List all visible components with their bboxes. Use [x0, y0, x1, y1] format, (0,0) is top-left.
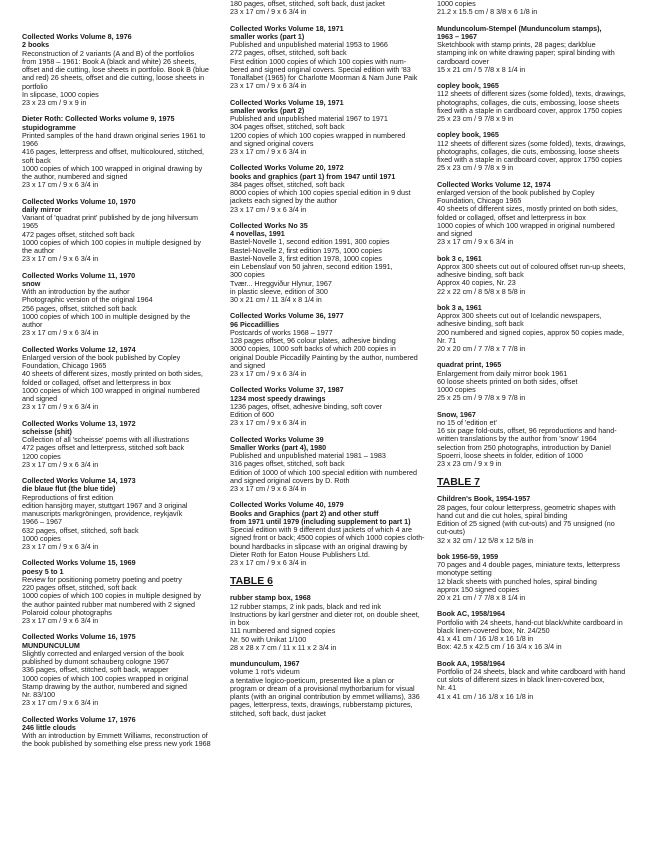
entry-title-line: Collected Works Volume 14, 1973: [22, 476, 136, 485]
entry-text-line: signed front or back; 4500 copies of which 1000 copies cloth-: [230, 533, 425, 543]
entry-text-line: from 1958 – 1961: Book A (black and white) 26 sheets,: [22, 56, 197, 66]
entry-text-line: 316 pages offset, stitched, soft back: [230, 459, 345, 469]
entry-text-line: 23 x 17 cm / 9 x 6 3/4 in: [230, 204, 307, 214]
entry-text-line: Special edition with 9 different dust jackets of which 4 are: [230, 525, 413, 534]
entry-title-line: books and graphics (part 1) from 1947 until 1971: [230, 171, 396, 181]
entry-text-line: 23 x 17 cm / 9 x 6 3/4 in: [22, 254, 99, 264]
entry-text-line: 416 pages, letterpress and offset, multicoloured, stitched,: [22, 147, 205, 157]
entry-text-line: Approx 300 sheets cut out of Icelandic newspapers,: [437, 311, 602, 320]
entry-text-line: Published and unpublished material 1981 – 1983: [230, 451, 386, 460]
entry-text-line: black linen-covered box, Nr. 24/250: [437, 625, 550, 635]
entry-text-line: Postcards of works 1968 – 1977: [230, 327, 333, 337]
entry-text-line: 1000 copies of which 100 wrapped in original numbered: [22, 385, 200, 395]
entry-text-line: the author, numbered and signed: [22, 172, 128, 181]
entry-text-line: edition hansjörg mayer, stuttgart 1967 and 3 original: [22, 500, 188, 510]
entry-text-line: volume 1 rot's videum: [230, 667, 300, 677]
entry-text-line: Foundation, Chicago 1965: [22, 361, 107, 370]
entry-text-line: 41 x 41 cm / 16 1/8 x 16 1/8 in: [437, 634, 534, 643]
entry-text-line: 1966 – 1967: [22, 517, 62, 527]
entry-text-line: monotype setting: [437, 568, 492, 578]
entry-text-line: Nr. 50 with Unikat 1/100: [230, 634, 307, 644]
entry-title-line: Collected Works Volume 8, 1976: [22, 32, 132, 41]
entry-text-line: Enlarged version of the book published by Copley: [22, 352, 181, 362]
entry-title-line: poesy 5 to 1: [22, 566, 64, 576]
section-heading: TABLE 7: [437, 476, 480, 489]
entry-text-line: 1000 copies of which 100 wrapped in original numbered: [437, 220, 615, 230]
entry-text-line: 472 pages offset and letterpress, stitched soft back: [22, 443, 185, 453]
entry-text-line: Foundation, Chicago 1965: [437, 196, 522, 205]
entry-text-line: 30 x 21 cm / 11 3/4 x 8 1/4 in: [230, 295, 322, 304]
entry-text-line: 23 x 17 cm / 9 x 6 3/4 in: [230, 81, 307, 91]
catalogue-entry: [230, 386, 426, 427]
entry-text-line: Photographic version of the original 1964: [22, 295, 153, 305]
entry-text-line: program or dream of a provisional mythorbarium for visual: [230, 683, 415, 693]
entry-text-line: enlarged version of the book published by Copley: [437, 187, 595, 197]
catalogue-entry: [22, 33, 218, 107]
entry-text-line: 1000 copies of which 100 copies in multiple designed by: [22, 591, 202, 601]
entry-text-line: 23 x 17 cm / 9 x 6 3/4 in: [230, 147, 307, 156]
entry-text-line: 200 numbered and signed copies, approx 50 copies made,: [437, 327, 625, 337]
entry-title-line: scheisse (shit): [22, 426, 72, 436]
entry-text-line: Edition of 600: [230, 410, 274, 419]
entry-text-line: 3000 copies, 1000 soft backs of which 200 copies in: [230, 344, 396, 354]
catalogue-entry: [437, 553, 633, 603]
catalogue-entry: [230, 0, 426, 17]
entry-title-line: Dieter Roth: Collected Works volume 9, 1975: [22, 114, 175, 124]
entry-text-line: published by dumont schauberg cologne 1967: [22, 657, 170, 666]
entry-text-line: adhesive binding, soft back: [437, 319, 524, 329]
entry-text-line: 111 numbered and signed copies: [230, 626, 336, 636]
catalogue-entry: [230, 660, 426, 718]
entry-title-line: 1963 – 1967: [437, 31, 477, 41]
entry-text-line: Published and unpublished material 1967 to 1971: [230, 114, 388, 123]
entry-text-line: 272 pages, offset, stitched, soft back: [230, 48, 347, 58]
entry-text-line: 23 x 17 cm / 9 x 6 3/4 in: [22, 328, 99, 338]
catalogue-entry: [230, 25, 426, 91]
entry-title-line: Collected Works Volume 17, 1976: [22, 714, 136, 724]
entry-title-line: Collected Works Volume 37, 1987: [230, 385, 344, 395]
entry-text-line: and signed: [230, 360, 266, 370]
entry-text-line: 16 six page fold-outs, offset, 96 reproductions and hand-: [437, 426, 617, 435]
column-left: [22, 33, 218, 757]
catalogue-entry: [230, 99, 426, 157]
entry-text-line: 180 pages, offset, stitched, soft back, dust jacket: [230, 0, 385, 8]
entry-text-line: photographs, collages, die cuts, embossing, loose sheets: [437, 97, 620, 107]
entry-text-line: adhesive binding, soft back: [437, 270, 524, 279]
column-right: [437, 0, 633, 709]
entry-text-line: selection from 250 photographs, introduction by Daniel: [437, 442, 611, 452]
entry-text-line: Sketchbook with stamp prints, 28 pages; darkblue: [437, 40, 596, 49]
entry-text-line: Tonalfabet (1965) for Charlotte Moorman & Nam June Paik: [230, 73, 418, 82]
entry-text-line: 384 pages offset, stitched, soft back: [230, 179, 345, 189]
entry-text-line: 112 sheets of different sizes (some folded), texts, drawings,: [437, 89, 626, 99]
catalogue-entry: [22, 346, 218, 412]
entry-text-line: soft back: [22, 155, 51, 165]
entry-title-line: Collected Works Volume 16, 1975: [22, 632, 136, 642]
catalogue-entry: [437, 411, 633, 469]
entry-text-line: Instructions by karl gerstner and dieter rot, on double sheet,: [230, 609, 420, 619]
entry-text-line: 300 copies: [230, 270, 265, 280]
entry-title-line: Smaller Works (part 4), 1980: [230, 442, 327, 452]
entry-title-line: die blaue flut (the blue tide): [22, 484, 116, 494]
entry-text-line: 60 loose sheets printed on both sides, offset: [437, 376, 578, 386]
entry-text-line: Bastel-Novelle 3, first edition 1978, 1000 copies: [230, 253, 382, 263]
entry-text-line: fixed with a staple in cardboard cover, approx 1750 copies: [437, 105, 622, 115]
entry-title-line: Collected Works Volume 20, 1972: [230, 163, 344, 173]
entry-text-line: cardboard cover: [437, 56, 489, 66]
catalogue-entry: [22, 198, 218, 264]
entry-text-line: Published and unpublished material 1953 to 1966: [230, 40, 388, 49]
entry-text-line: 70 pages and 4 double pages, miniature texts, letterpress: [437, 560, 620, 569]
entry-text-line: Approx 40 copies, Nr. 23: [437, 278, 516, 288]
catalogue-entry: [230, 594, 426, 652]
entry-text-line: 25 x 23 cm / 9 7/8 x 9 in: [437, 163, 514, 173]
entry-title-line: Collected Works Volume 39: [230, 434, 324, 444]
entry-text-line: bered and signed original covers. Special edition with '83: [230, 64, 411, 74]
entry-text-line: Polaroid colour photographs: [22, 607, 112, 617]
entry-title-line: Collected Works Volume 11, 1970: [22, 270, 136, 280]
entry-text-line: Slightly corrected and enlarged version of the book: [22, 648, 184, 658]
entry-text-line: 12 rubber stamps, 2 ink pads, black and red ink: [230, 601, 382, 611]
entry-text-line: stitched, soft back, dust jacket: [230, 708, 326, 718]
entry-text-line: 336 pages, offset, stitched, soft back, wrapper: [22, 665, 169, 675]
entry-text-line: the book published by something else press new york 1968: [22, 739, 211, 749]
entry-text-line: 1000 copies of which 100 copies wrapped in original: [22, 673, 189, 683]
entry-text-line: 23 x 17 cm / 9 x 6 3/4 in: [22, 402, 99, 412]
entry-text-line: 23 x 17 cm / 9 x 6 3/4 in: [22, 616, 99, 625]
catalogue-entry: [437, 361, 633, 402]
entry-text-line: and signed original covers by D. Roth: [230, 475, 350, 485]
catalogue-entry: [230, 436, 426, 494]
entry-text-line: 304 pages offset, stitched, soft back: [230, 122, 345, 132]
entry-text-line: a tentative logico-poeticum, presented like a plan or: [230, 675, 395, 685]
entry-text-line: hand cut and die cut holes, spiral binding: [437, 510, 568, 520]
entry-text-line: Tvær... Hreggviður Hlynur, 1967: [230, 278, 332, 288]
entry-title-line: Book AC, 1958/1964: [437, 609, 506, 619]
entry-text-line: 23 x 17 cm / 9 x 6 3/4 in: [437, 237, 514, 247]
entry-text-line: and signed: [22, 394, 58, 403]
entry-text-line: Edition of 1000 of which 100 special edition with numbered: [230, 467, 417, 477]
entry-title-line: Collected Works Volume 13, 1972: [22, 418, 136, 428]
catalogue-entry: [437, 82, 633, 123]
entry-title-line: Book AA, 1958/1964: [437, 658, 506, 668]
entry-text-line: Stamp drawing by the author, numbered and signed: [22, 681, 188, 691]
entry-text-line: and red) 26 sheets, offset and die cutting, loose sheets in: [22, 73, 205, 83]
entry-text-line: original Double Piccadilly Painting by the author, numbered: [230, 352, 418, 362]
entry-title-line: bok 3 c, 1961: [437, 253, 482, 263]
entry-text-line: photographs, collages, die cuts, embossing, loose sheets: [437, 146, 620, 156]
entry-text-line: Enlargement from daily mirror book 1961: [437, 368, 568, 378]
entry-title-line: Munduncolum-Stempel (Munduncolum stamps),: [437, 23, 602, 33]
catalogue-entry: [437, 660, 633, 701]
entry-text-line: 12 black sheets with punched holes, spiral binding: [437, 576, 597, 586]
entry-title-line: Collected Works Volume 10, 1970: [22, 196, 136, 206]
entry-text-line: 23 x 17 cm / 9 x 6 3/4 in: [230, 558, 307, 567]
entry-text-line: 23 x 17 cm / 9 x 6 3/4 in: [230, 418, 307, 428]
entry-title-line: MUNDUNCULUM: [22, 640, 80, 650]
entry-title-line: copley book, 1965: [437, 130, 499, 140]
entry-text-line: bound hardbacks in slipcase with an original drawing by: [230, 541, 408, 551]
entry-title-line: 2 books: [22, 40, 50, 50]
entry-title-line: 246 little clouds: [22, 722, 76, 732]
entry-text-line: 20 x 21 cm / 7 7/8 x 8 1/4 in: [437, 593, 526, 602]
entry-text-line: 1000 copies of which 100 in multiple designed by the: [22, 311, 191, 321]
entry-title-line: Collected Works Volume 18, 1971: [230, 23, 344, 33]
catalogue-entry: [22, 716, 218, 749]
entry-text-line: cut slots of different sizes in black linen-covered box,: [437, 675, 605, 684]
catalogue-entry: [22, 559, 218, 625]
entry-text-line: manuscripts markgröningen, providence, reykjavík: [22, 509, 183, 518]
entry-text-line: approx 150 signed copies: [437, 584, 519, 594]
entry-text-line: 28 x 28 x 7 cm / 11 x 11 x 2 3/4 in: [230, 642, 337, 652]
entry-text-line: Dieter Roth for Eaton House Publishers Ltd.: [230, 549, 370, 559]
entry-title-line: bok 1956-59, 1959: [437, 551, 499, 561]
catalogue-entry: [22, 477, 218, 551]
entry-text-line: 25 x 25 cm / 9 7/8 x 9 7/8 in: [437, 393, 526, 403]
catalogue-entry: [230, 222, 426, 305]
catalogue-entry: [230, 501, 426, 567]
entry-text-line: Collection of all 'scheisse' poems with all illustrations: [22, 435, 189, 444]
entry-text-line: 1200 copies of which 100 copies wrapped in numbered: [230, 130, 406, 140]
entry-text-line: in plastic sleeve, edition of 300: [230, 286, 328, 296]
entry-text-line: and signed: [437, 229, 473, 238]
entry-title-line: Collected Works Volume 36, 1977: [230, 311, 344, 321]
entry-text-line: Bastel-Novelle 1, second edition 1991, 300 copies: [230, 237, 390, 247]
entry-text-line: 1000 copies of which 100 wrapped in original drawing by: [22, 163, 203, 173]
entry-text-line: 23 x 17 cm / 9 x 6 3/4 in: [230, 484, 307, 493]
entry-text-line: Printed samples of the hand drawn original series 1961 to: [22, 130, 206, 140]
catalogue-entry: [22, 633, 218, 707]
entry-text-line: Nr. 83/100: [22, 690, 56, 699]
entry-title-line: bok 3 a, 1961: [437, 302, 482, 312]
entry-text-line: 22 x 22 cm / 8 5/8 x 8 5/8 in: [437, 286, 526, 296]
catalogue-entry: [22, 420, 218, 470]
catalogue-entry: [437, 495, 633, 545]
entry-text-line: 28 pages, four colour letterpress, geometric shapes with: [437, 502, 616, 512]
catalogue-entry: [22, 115, 218, 189]
entry-title-line: Collected Works Volume 19, 1971: [230, 97, 344, 107]
entry-title-line: quadrat print, 1965: [437, 360, 502, 370]
entry-text-line: portfolio: [22, 81, 48, 91]
catalogue-entry: [230, 312, 426, 378]
entry-text-line: 128 pages offset, 96 colour plates, adhesive binding: [230, 336, 396, 345]
entry-text-line: 23 x 23 cm / 9 x 9 in: [437, 459, 502, 468]
entry-title-line: stupidogramme: [22, 122, 76, 132]
entry-text-line: Portfolio of 24 sheets, black and white cardboard with hand: [437, 666, 626, 676]
catalogue-entry: [437, 0, 633, 17]
entry-title-line: Collected Works Volume 40, 1979: [230, 500, 344, 510]
entry-text-line: 23 x 17 cm / 9 x 6 3/4 in: [22, 698, 99, 708]
entry-text-line: Portfolio with 24 sheets, hand-cut black/white cardboard in: [437, 617, 623, 627]
entry-text-line: 8000 copies of which 100 copies special edition in 9 dust: [230, 188, 411, 197]
entry-title-line: 1234 most speedy drawings: [230, 393, 326, 403]
entry-text-line: 23 x 17 cm / 9 x 6 3/4 in: [230, 369, 307, 378]
entry-text-line: ein Lebenslauf von 50 jahren, second edition 1991,: [230, 262, 393, 271]
entry-text-line: pages, letterpress, texts, drawings, rubberstamp pictures,: [230, 700, 413, 710]
entry-text-line: Variant of 'quadrat print' published by de jong hilversum: [22, 213, 199, 222]
catalogue-entry: [230, 164, 426, 214]
entry-text-line: Nr. 71: [437, 335, 457, 345]
entry-title-line: Collected Works Volume 12, 1974: [437, 179, 551, 189]
entry-title-line: Collected Works Volume 15, 1969: [22, 558, 136, 568]
entry-text-line: Bastel-Novelle 2, first edition 1975, 1000 copies: [230, 245, 382, 255]
entry-title-line: copley book, 1965: [437, 81, 499, 90]
entry-text-line: 1965: [22, 221, 38, 231]
entry-text-line: 1000 copies: [437, 0, 476, 8]
entry-text-line: 32 x 32 cm / 12 5/8 x 12 5/8 in: [437, 535, 534, 545]
catalogue-entry: [22, 272, 218, 338]
entry-text-line: folded or collaged, offset and letterpress in box: [437, 212, 586, 222]
entry-text-line: 23 x 17 cm / 9 x 6 3/4 in: [22, 459, 99, 469]
entry-title-line: Children's Book, 1954-1957: [437, 494, 531, 504]
entry-text-line: 112 sheets of different sizes (some folded), texts, drawings,: [437, 138, 626, 148]
entry-text-line: 23 x 23 cm / 9 x 9 in: [22, 98, 87, 107]
entry-title-line: Collected Works No 35: [230, 220, 308, 230]
catalogue-entry: [437, 304, 633, 354]
entry-text-line: 15 x 21 cm / 5 7/8 x 8 1/4 in: [437, 64, 526, 74]
entry-title-line: smaller works (part 2): [230, 105, 305, 115]
entry-text-line: 256 pages, offset, stitched soft back: [22, 303, 137, 313]
entry-title-line: rubber stamp box, 1968: [230, 593, 311, 603]
entry-text-line: 41 x 41 cm / 16 1/8 x 16 1/8 in: [437, 691, 534, 701]
entry-text-line: Box: 42.5 x 42.5 cm / 16 3/4 x 16 3/4 in: [437, 642, 562, 652]
catalogue-entry: [437, 610, 633, 651]
entry-text-line: 1000 copies: [22, 533, 61, 543]
entry-text-line: 220 pages offset, stitched, soft back: [22, 583, 137, 592]
entry-text-line: Review for positioning pometry poeting and poetry: [22, 574, 182, 584]
entry-text-line: written translations by the author from 'snow' 1964: [437, 434, 597, 444]
entry-text-line: 23 x 17 cm / 9 x 6 3/4 in: [22, 180, 99, 190]
entry-text-line: stamping ink on white drawing paper; spiral binding with: [437, 48, 615, 58]
column-middle: [230, 0, 426, 726]
entry-text-line: plants (with an original contribution by emmet williams), 336: [230, 692, 420, 701]
entry-text-line: In slipcase, 1000 copies: [22, 89, 99, 99]
entry-text-line: cut-outs): [437, 527, 465, 537]
entry-text-line: 23 x 17 cm / 9 x 6 3/4 in: [230, 7, 307, 17]
entry-text-line: First edition 1000 copies of which 100 copies with num-: [230, 56, 407, 66]
entry-title-line: 96 Piccadillies: [230, 319, 280, 329]
entry-text-line: 40 sheets of different sizes, mostly printed on both sides,: [437, 204, 618, 214]
entry-title-line: from 1971 until 1979 (including supplement to part 1): [230, 516, 411, 526]
entry-title-line: 4 novellas, 1991: [230, 229, 285, 238]
catalogue-entry: [437, 181, 633, 247]
catalogue-entry: [437, 25, 633, 75]
entry-text-line: 632 pages, offset, stitched, soft back: [22, 525, 139, 535]
entry-text-line: 1000 copies of which 100 copies in multiple designed by: [22, 237, 202, 247]
entry-text-line: no 15 of 'edition et': [437, 417, 497, 427]
section-heading: TABLE 6: [230, 575, 273, 588]
entry-text-line: 1000 copies: [437, 385, 476, 394]
entry-text-line: 23 x 17 cm / 9 x 6 3/4 in: [22, 542, 99, 551]
entry-text-line: 21.2 x 15.5 cm / 8 3/8 x 6 1/8 in: [437, 7, 538, 17]
entry-text-line: Edition of 25 signed (with cut-outs) and 75 unsigned (no: [437, 519, 615, 528]
entry-text-line: Reproductions of first edition: [22, 492, 114, 502]
entry-text-line: 472 pages offset, stitched soft back: [22, 229, 135, 239]
entry-text-line: author: [22, 320, 43, 329]
entry-title-line: smaller works (part 1): [230, 31, 305, 41]
entry-text-line: Nr. 41: [437, 683, 457, 693]
catalogue-entry: [437, 255, 633, 296]
entry-title-line: snow: [22, 278, 41, 288]
entry-text-line: Approx 300 sheets cut out of coloured offset run-up sheets,: [437, 261, 626, 271]
entry-text-line: Spoerri, loose sheets in folder, edition of 1000: [437, 450, 583, 460]
entry-title-line: Books and Graphics (part 2) and other stuff: [230, 508, 379, 518]
entry-title-line: Collected Works Volume 12, 1974: [22, 344, 136, 354]
entry-text-line: 25 x 23 cm / 9 7/8 x 9 in: [437, 114, 514, 123]
entry-text-line: With an introduction by the author: [22, 287, 130, 296]
entry-text-line: 1236 pages, offset, adhesive binding, soft cover: [230, 401, 383, 411]
catalogue-entry: [437, 131, 633, 172]
entry-title-line: daily mirror: [22, 204, 62, 214]
entry-text-line: 1200 copies: [22, 451, 61, 461]
entry-text-line: 1966: [22, 139, 38, 148]
entry-text-line: With an introduction by Emmett Williams, reconstruction of: [22, 731, 208, 740]
entry-text-line: offset and die cutting, lose sheets in portfolio. Book B (blue: [22, 65, 209, 74]
entry-text-line: 40 sheets of different sizes, mostly printed on both sides,: [22, 369, 203, 379]
entry-text-line: folded or collaged, offset and letterpress in box: [22, 377, 171, 387]
entry-text-line: Reconstruction of 2 variants (A and B) of the portfolios: [22, 48, 195, 58]
entry-text-line: the author: [22, 246, 55, 255]
entry-text-line: 20 x 20 cm / 7 7/8 x 7 7/8 in: [437, 344, 526, 353]
entry-text-line: the author painted rubber mat numbered with 2 signed: [22, 599, 196, 609]
entry-title-line: mundunculum, 1967: [230, 659, 300, 668]
entry-text-line: and signed original covers: [230, 138, 314, 148]
entry-text-line: jackets each signed by the author: [230, 196, 338, 206]
entry-title-line: Snow, 1967: [437, 409, 476, 419]
entry-text-line: fixed with a staple in cardboard cover, approx 1750 copies: [437, 155, 622, 164]
entry-text-line: in box: [230, 618, 250, 627]
